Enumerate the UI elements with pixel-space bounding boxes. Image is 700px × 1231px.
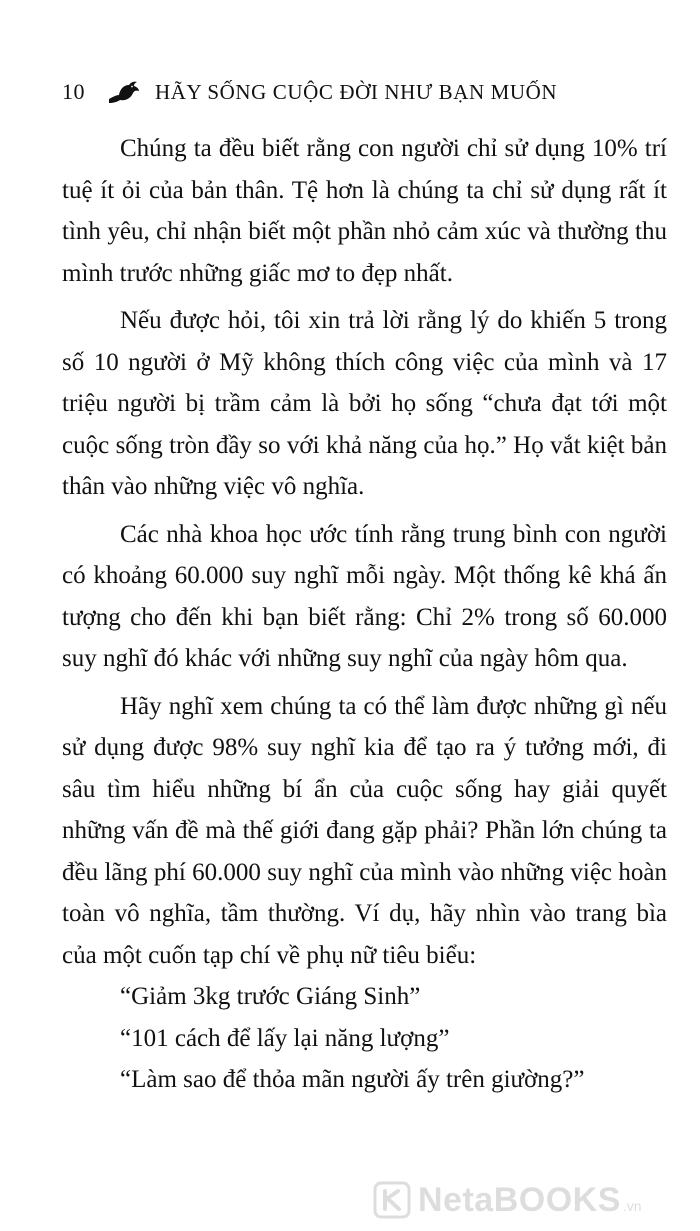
watermark-text: NetaBOOKS <box>418 1180 621 1219</box>
running-title: HÃY SỐNG CUỘC ĐỜI NHƯ BẠN MUỐN <box>155 79 558 104</box>
magazine-headline-quote: “Làm sao để thỏa mãn người ấy trên giường?” <box>120 1066 585 1093</box>
watermark-tld: .vn <box>622 1198 642 1214</box>
paragraph: Hãy nghĩ xem chúng ta có thể làm được những gì nếu sử dụng được 98% suy nghĩ kia để tạo ra ý tưởng mới, đi sâu tìm hiểu những bí ẩn của cuộc sống hay giải quyết những vấn đề mà thế giới đang gặp phải? Phần lớn chúng ta đều lãng phí 60.000 suy nghĩ của mình vào những việc hoàn toàn vô nghĩa, tầm thường. Ví dụ, hãy nhìn vào trang bìa của một cuốn tạp chí về phụ nữ tiêu biểu: <box>62 692 667 969</box>
paragraph: Nếu được hỏi, tôi xin trả lời rằng lý do khiến 5 trong số 10 người ở Mỹ không thích công việc của mình và 17 triệu người bị trầm cảm là bởi họ sống “chưa đạt tới một cuộc sống tròn đầy so với khả năng của họ.” Họ vắt kiệt bản thân vào những việc vô nghĩa. <box>62 307 667 500</box>
bird-ornament-icon <box>107 79 141 105</box>
running-header <box>62 72 662 112</box>
paragraph: Chúng ta đều biết rằng con người chỉ sử dụng 10% trí tuệ ít ỏi của bản thân. Tệ hơn là chúng ta chỉ sử dụng rất ít tình yêu, chỉ nhận biết một phần nhỏ cảm xúc và thường thu mình trước những giấc mơ to đẹp nhất. <box>62 135 667 287</box>
page-number: 10 <box>62 79 85 104</box>
paragraph: Các nhà khoa học ước tính rằng trung bình con người có khoảng 60.000 suy nghĩ mỗi ngày. Một thống kê khá ấn tượng cho đến khi bạn biết rằng: Chỉ 2% trong số 60.000 suy nghĩ đó khác với những suy nghĩ của ngày hôm qua. <box>62 520 667 672</box>
watermark <box>372 1178 692 1222</box>
netabooks-logo-icon <box>372 1180 412 1220</box>
magazine-headline-quote: “Giảm 3kg trước Giáng Sinh” <box>120 983 421 1010</box>
page-body <box>62 128 667 1101</box>
magazine-headline-quote: “101 cách để lấy lại năng lượng” <box>120 1024 450 1052</box>
